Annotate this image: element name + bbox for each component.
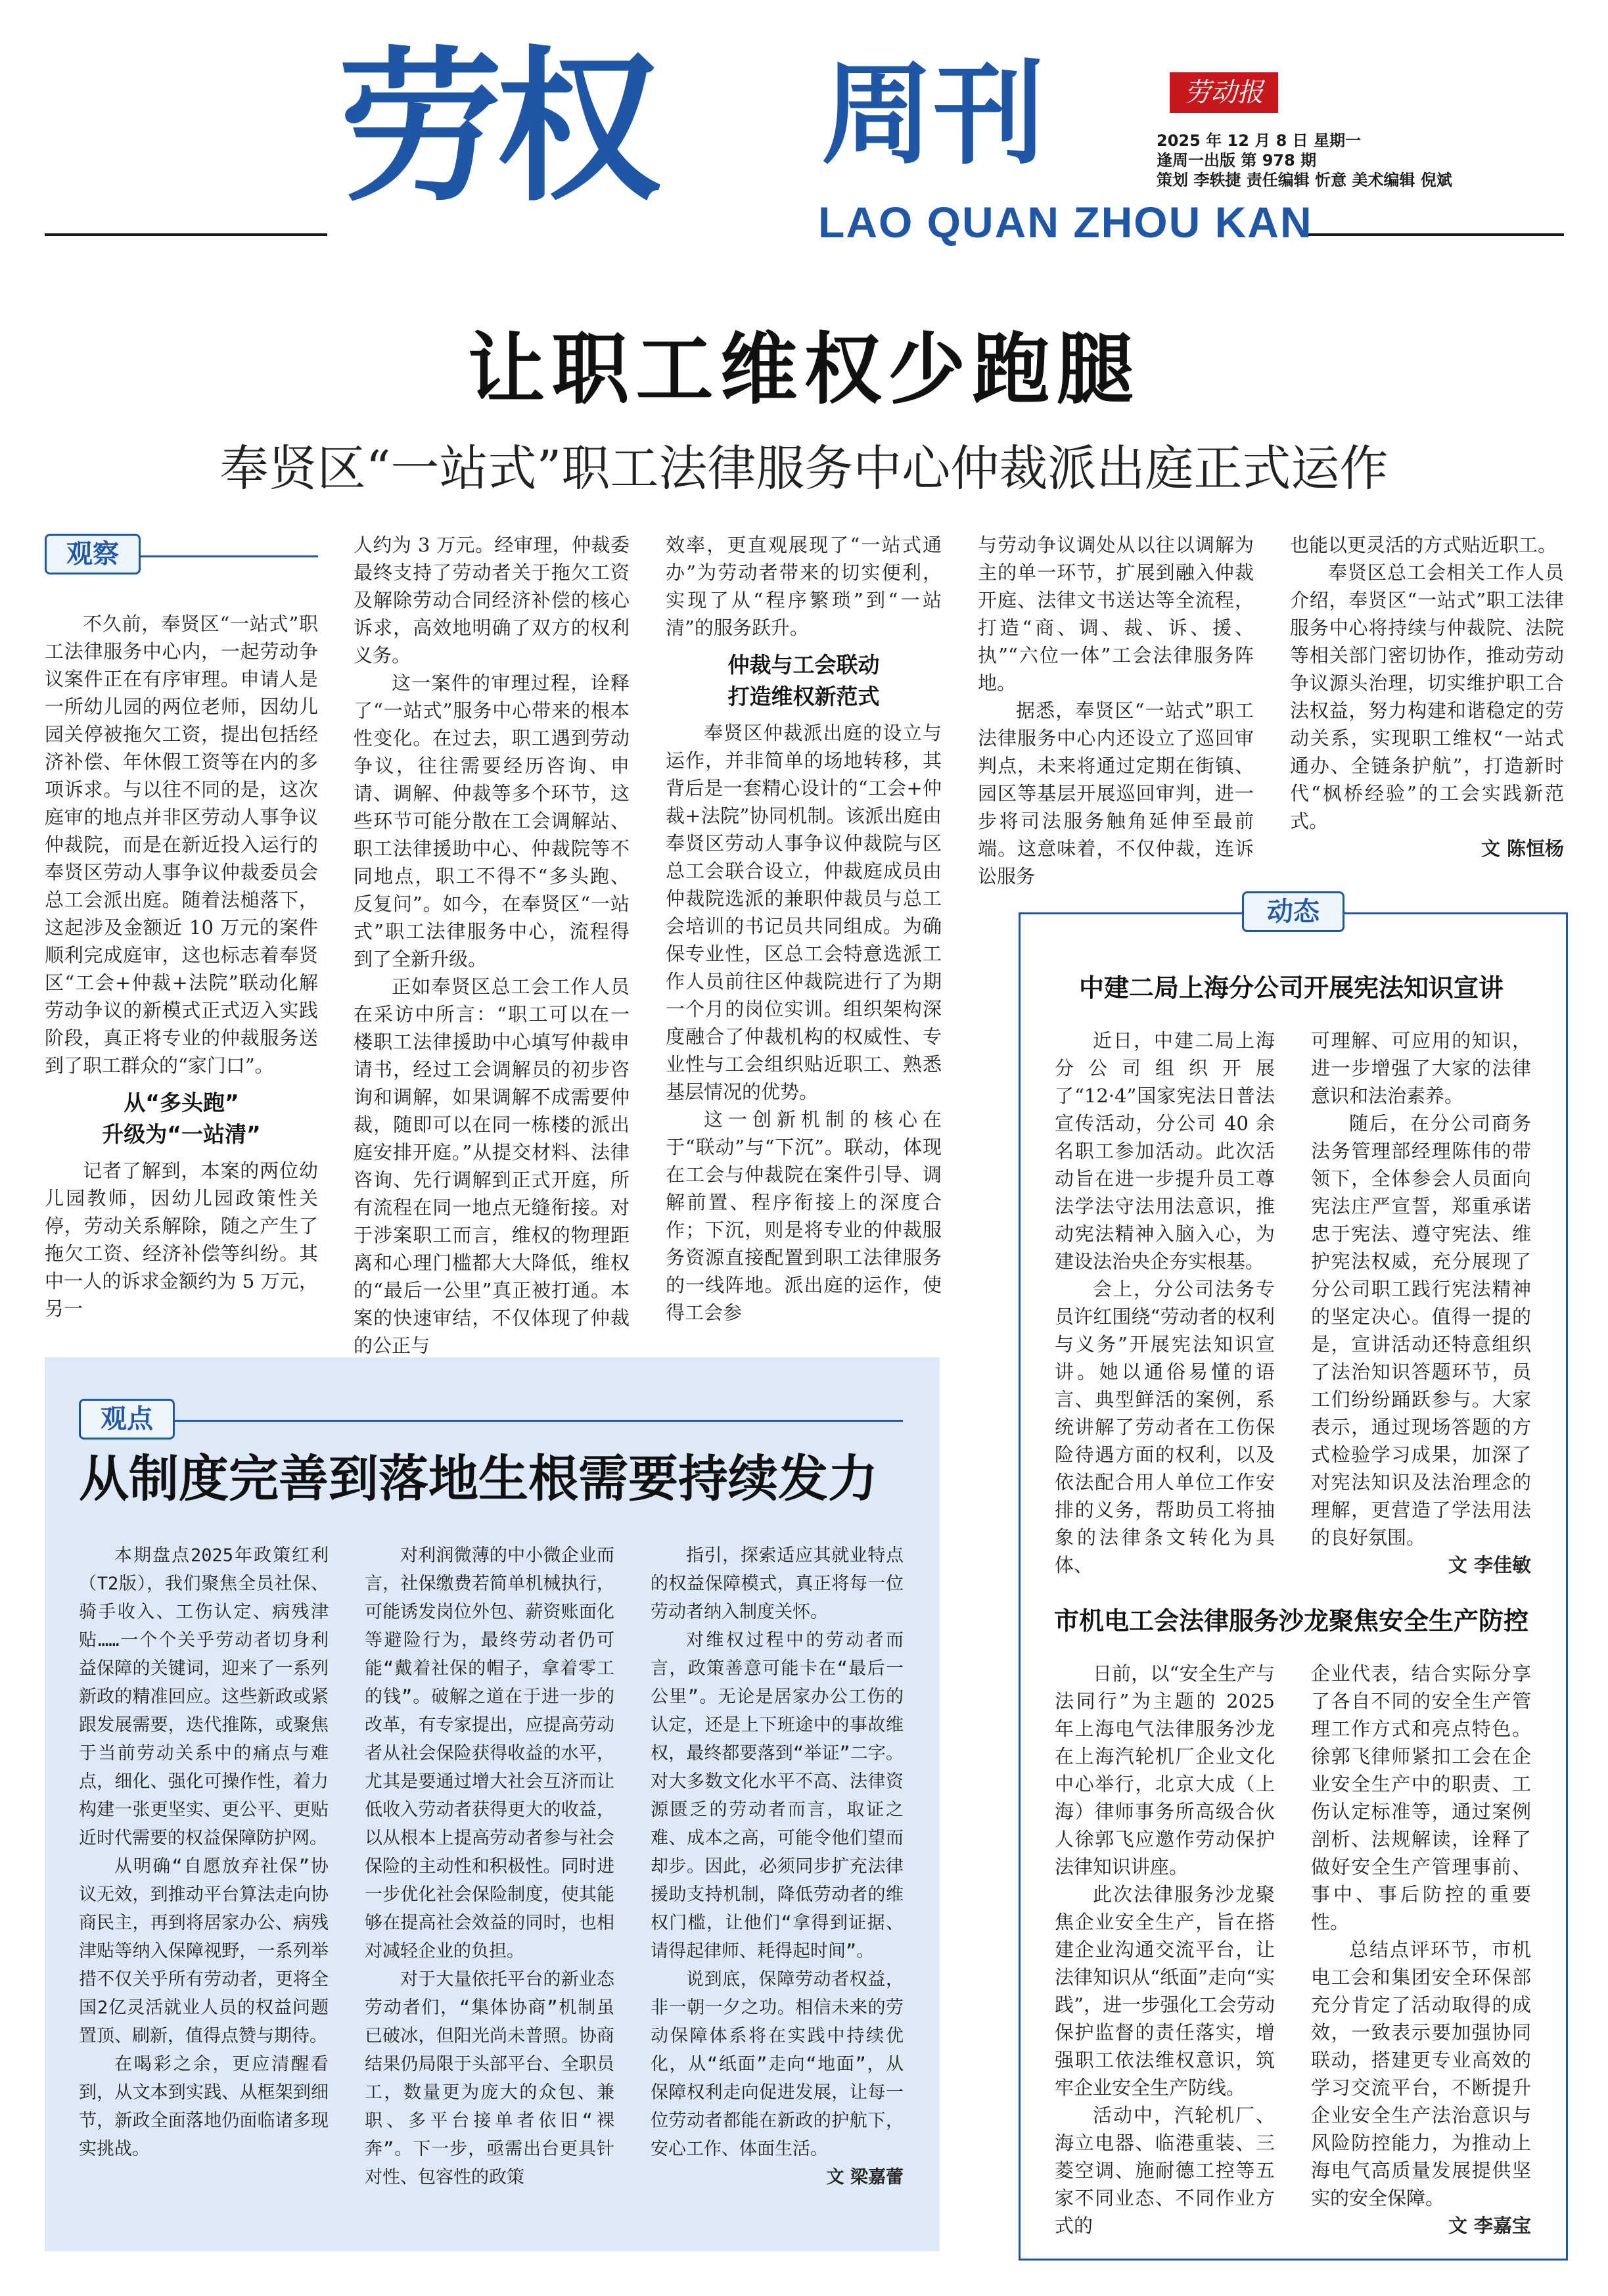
opinion-paragraph: 说到底，保障劳动者权益，非一朝一夕之功。相信未来的劳动保障体系将在实践中持续优化，从“纸面”走向“地面”，从保障权利走向促进发展，让每一位劳动者都能在新政的护航下，安心工作、体面生活。 (651, 1969, 904, 2159)
section-tag-rule (139, 555, 318, 557)
news-paragraph: 会上，分公司法务专员许红围绕“劳动者的权利与义务”开展宪法知识宣讲。她以通俗易懂的语言、典型鲜活的案例，系统讲解了劳动者在工伤保险待遇方面的权利，以及依法配合用人单位工作安排的义务，帮助员工将抽象的法律条文转化为具体、 (1055, 1278, 1275, 1576)
opinion-paragraph: 从明确“自愿放弃社保”协议无效，到推动平台算法走向协商民主，再到将居家办公、病残津贴等纳入保障视野，一系列举措不仅关乎所有劳动者，更将全国2亿灵活就业人员的权益问题置顶、刷新，值得点赞与期待。 (79, 1856, 329, 2046)
news-paragraph: 活动中，汽轮机厂、海立电器、临港重装、三菱空调、施耐德工控等五家不同业态、不同作业方式的 (1055, 2104, 1275, 2237)
lead-column-1 (45, 610, 318, 1323)
date-line: 2025 年 12 月 8 日 星期一 (1157, 131, 1362, 150)
opinion-column-3 (651, 1541, 904, 2191)
paper-logo: 劳动报 (1170, 72, 1278, 113)
news-story2-column-2 (1311, 1660, 1531, 2239)
lead-subheading-1: 从“多头跑” 升级为“一站清” (102, 1090, 261, 1147)
masthead-rule-right (1308, 233, 1564, 236)
news-story2-byline: 文 李嘉宝 (1448, 2214, 1531, 2237)
opinion-paragraph: 对于大量依托平台的新业态劳动者们，“集体协商”机制虽已破冰，但阳光尚未普照。协商结果仍局限于头部平台、全职员工，数量更为庞大的众包、兼职、多平台接单者依旧“裸奔”。下一步，亟需出台更具针对性、包容性的政策 (365, 1969, 614, 2188)
news-story2-title: 市机电工会法律服务沙龙聚焦安全生产防控 (1053, 1606, 1528, 1635)
lead-paragraph: 这一案件的审理过程，诠释了“一站式”服务中心带来的根本性变化。在过去，职工遇到劳动争议，往往需要经历咨询、申请、调解、仲裁等多个环节，这些环节可能分散在工会调解站、职工法律援助中心、仲裁院等不同地点，职工不得不“多头跑、反复问”。如今，在奉贤区“一站式”职工法律服务中心，流程得到了全新升级。 (354, 672, 630, 970)
lead-paragraph: 这一创新机制的核心在于“联动”与“下沉”。联动，体现在工会与仲裁院在案件引导、调解前置、程序衔接上的深度合作；下沉，则是将专业的仲裁服务资源直接配置到职工法律服务的一线阵地。派出庭的运作，使得工会参 (666, 1108, 942, 1324)
editors-line: 策划 李轶捷 责任编辑 忻意 美术编辑 倪斌 (1157, 171, 1452, 189)
issue-line: 逢周一出版 第 978 期 (1157, 151, 1317, 170)
opinion-paragraph: 对利润微薄的中小微企业而言，社保缴费若简单机械执行，可能诱发岗位外包、薪资账面化等避险行为，最终劳动者仍可能“戴着社保的帽子，拿着零工的钱”。破解之道在于进一步的改革，有专家提出，应提高劳动者从社会保险获得收益的水平，尤其是要通过增大社会互济而让低收入劳动者获得更大的收益，以从根本上提高劳动者参与社会保险的主动性和积极性。同时进一步优化社会保险制度，使其能够在提高社会效益的同时，也相对减轻企业的负担。 (365, 1545, 614, 1961)
lead-paragraph: 效率，更直观展现了“一站式通办”为劳动者带来的切实便利，实现了从“程序繁琐”到“一站清”的服务跃升。 (666, 534, 942, 639)
lead-subheading-2: 仲裁与工会联动 打造维权新范式 (727, 652, 880, 709)
masthead-title-main: 劳权 (338, 32, 654, 223)
opinion-paragraph: 指引，探索适应其就业特点的权益保障模式，真正将每一位劳动者纳入制度关怀。 (651, 1545, 904, 1622)
masthead-pinyin: LAO QUAN ZHOU KAN (818, 198, 1313, 246)
lead-paragraph: 人约为 3 万元。经审理，仲裁委最终支持了劳动者关于拖欠工资及解除劳动合同经济补偿的核心诉求，高效地明确了双方的权利义务。 (354, 534, 630, 667)
news-story1-column-1 (1055, 1027, 1275, 1579)
section-tag-observe: 观察 (45, 534, 141, 574)
news-paragraph: 企业代表，结合实际分享了各自不同的安全生产管理工作方式和亮点特色。徐郭飞律师紧扣工会在企业安全生产中的职责、工伤认定标准等，通过案例剖析、法规解读，诠释了做好安全生产管理事前、事中、事后防控的重要性。 (1311, 1662, 1531, 1933)
news-paragraph: 总结点评环节，市机电工会和集团安全环保部充分肯定了活动取得的成效，一致表示要加强协同联动，搭建更专业高效的学习交流平台，不断提升企业安全生产法治意识与风险防控能力，为推动上海电气高质量发展提供坚实的安全保障。 (1311, 1938, 1531, 2209)
opinion-paragraph: 对维权过程中的劳动者而言，政策善意可能卡在“最后一公里”。无论是居家办公工伤的认定，还是上下班途中的事故维权，最终都要落到“举证”二字。对大多数文化水平不高、法律资源匮乏的劳动者而言，取证之难、成本之高，可能令他们望而却步。因此，必须同步扩充法律援助支持机制，降低劳动者的维权门槛，让他们“拿得到证据、请得起律师、耗得起时间”。 (651, 1630, 904, 1961)
opinion-paragraph: 本期盘点2025年政策红利（T2版），我们聚焦全员社保、骑手收入、工伤认定、病残津贴……一个个关乎劳动者切身利益保障的关键词，迎来了一系列新政的精准回应。这些新政或紧跟发展需要，迭代推陈，或聚焦于当前劳动关系中的痛点与难点，细化、强化可操作性，着力构建一张更坚实、更公平、更贴近时代需要的权益保障防护网。 (79, 1545, 329, 1848)
opinion-title: 从制度完善到落地生根需要持续发力 (79, 1449, 878, 1508)
opinion-column-2 (365, 1541, 614, 2191)
lead-column-5 (1290, 531, 1564, 862)
lead-paragraph: 奉贤区总工会相关工作人员介绍，奉贤区“一站式”职工法律服务中心将持续与仲裁院、法院等相关部门密切协作，推动劳动争议源头治理，切实维护职工合法权益，努力构建和谐稳定的劳动关系，实现职工维权“一站式通办、全链条护航”，打造新时代“枫桥经验”的工会实践新范式。 (1290, 561, 1564, 832)
masthead-rule-left (45, 233, 327, 236)
news-paragraph: 此次法律服务沙龙聚焦企业安全生产，旨在搭建企业沟通交流平台，让法律知识从“纸面”走向“实践”，进一步强化工会劳动保护监督的责任落实，增强职工依法维权意识，筑牢企业安全生产防线。 (1055, 1883, 1275, 2099)
news-paragraph: 日前，以“安全生产与法同行”为主题的 2025 年上海电气法律服务沙龙在上海汽轮机厂企业文化中心举行，北京大成（上海）律师事务所高级合伙人徐郭飞应邀作劳动保护法律知识讲座。 (1055, 1662, 1275, 1878)
lead-paragraph: 也能以更灵活的方式贴近职工。 (1290, 534, 1557, 556)
news-paragraph: 近日，中建二局上海分公司组织开展了“12·4”国家宪法日普法宣传活动，分公司 40 余名职工参加活动。此次活动旨在进一步提升员工尊法学法守法用法意识，推动宪法精神入脑入心，为建设法治央企夯实根基。 (1055, 1029, 1275, 1273)
news-paragraph: 随后，在分公司商务法务管理部经理陈伟的带领下，全体参会人员面向宪法庄严宣誓，郑重承诺忠于宪法、遵守宪法、维护宪法权威，充分展现了分公司职工践行宪法精神的坚定决心。值得一提的是，宣讲活动还特意组织了法治知识答题环节，员工们纷纷踊跃参与。大家表示，通过现场答题的方式检验学习成果，加深了对宪法知识及法治理念的理解，更营造了学法用法的良好氛围。 (1311, 1112, 1531, 1549)
lead-paragraph: 记者了解到，本案的两位幼儿园教师，因幼儿园政策性关停，劳动关系解除，随之产生了拖欠工资、经济补偿等纠纷。其中一人的诉求金额约为 5 万元，另一 (45, 1160, 318, 1320)
lead-paragraph: 正如奉贤区总工会工作人员在采访中所言：“职工可以在一楼职工法律援助中心填写仲裁申请书，经过工会调解员的初步咨询和调解，如果调解不成需要仲裁，随即可以在同一栋楼的派出庭安排开庭。”从提交材料、法律咨询、先行调解到正式开庭，所有流程在同一地点无缝衔接。对于涉案职工而言，维权的物理距离和心理门槛都大大降低，维权的“最后一公里”真正被打通。本案的快速审结，不仅体现了仲裁的公正与 (354, 975, 630, 1357)
lead-column-3 (666, 531, 942, 1326)
lead-headline: 让职工维权少跑腿 (467, 324, 1141, 415)
lead-paragraph: 据悉，奉贤区“一站式”职工法律服务中心内还设立了巡回审判点，未来将通过定期在街镇、园区等基层开展巡回审判，进一步将司法服务触角延伸至最前端。这意味着，不仅仲裁，连诉讼服务 (978, 699, 1254, 887)
news-story1-title: 中建二局上海分公司开展宪法知识宣讲 (1078, 973, 1504, 1002)
opinion-byline: 文 梁嘉蕾 (826, 2167, 904, 2188)
lead-paragraph: 不久前，奉贤区“一站式”职工法律服务中心内，一起劳动争议案件正在有序审理。申请人是一所幼儿园的两位老师，因幼儿园关停被拖欠工资，提出包括经济补偿、年休假工资等在内的多项诉求。与以往不同的是，这次庭审的地点并非区劳动人事争议仲裁院，而是在新近投入运行的奉贤区劳动人事争议仲裁委员会总工会派出庭。随着法槌落下，这起涉及金额近 10 万元的案件顺利完成庭审，这也标志着奉贤区“工会+仲裁+法院”联动化解劳动争议的新模式正式迈入实践阶段，真正将专业的仲裁服务送到了职工群众的“家门口”。 (45, 613, 318, 1077)
lead-paragraph: 与劳动争议调处从以往以调解为主的单一环节，扩展到融入仲裁开庭、法律文书送达等全流程，打造“商、调、裁、诉、援、执”“六位一体”工会法律服务阵地。 (978, 534, 1254, 694)
masthead-title-sub: 周刊 (821, 50, 1045, 180)
opinion-paragraph: 在喝彩之余，更应清醒看到，从文本到实践、从框架到细节，新政全面落地仍面临诸多现实挑战。 (79, 2054, 329, 2159)
lead-byline: 文 陈恒杨 (1481, 837, 1564, 860)
section-tag-news: 动态 (1242, 891, 1344, 932)
lead-column-4 (978, 531, 1254, 890)
section-tag-opinion: 观点 (79, 1399, 175, 1440)
news-story1-byline: 文 李佳敏 (1448, 1554, 1531, 1576)
lead-subheadline: 奉贤区“一站式”职工法律服务中心仲裁派出庭正式运作 (219, 440, 1389, 497)
opinion-column-1 (79, 1541, 329, 2163)
opinion-tag-rule (173, 1420, 903, 1422)
news-story2-column-1 (1055, 1660, 1275, 2239)
news-paragraph: 可理解、可应用的知识，进一步增强了大家的法律意识和法治素养。 (1311, 1029, 1531, 1107)
lead-column-2 (354, 531, 630, 1359)
news-story1-column-2 (1311, 1027, 1531, 1579)
lead-paragraph: 奉贤区仲裁派出庭的设立与运作，并非简单的场地转移，其背后是一套精心设计的“工会+仲裁+法院”协同机制。该派出庭由奉贤区劳动人事争议仲裁院与区总工会联合设立，仲裁庭成员由仲裁院选派的兼职仲裁员与总工会培训的书记员共同组成。为确保专业性，区总工会特意选派工作人员前往区仲裁院进行了为期一个月的岗位实训。组织架构深度融合了仲裁机构的权威性、专业性与工会组织贴近职工、熟悉基层情况的优势。 (666, 722, 942, 1103)
